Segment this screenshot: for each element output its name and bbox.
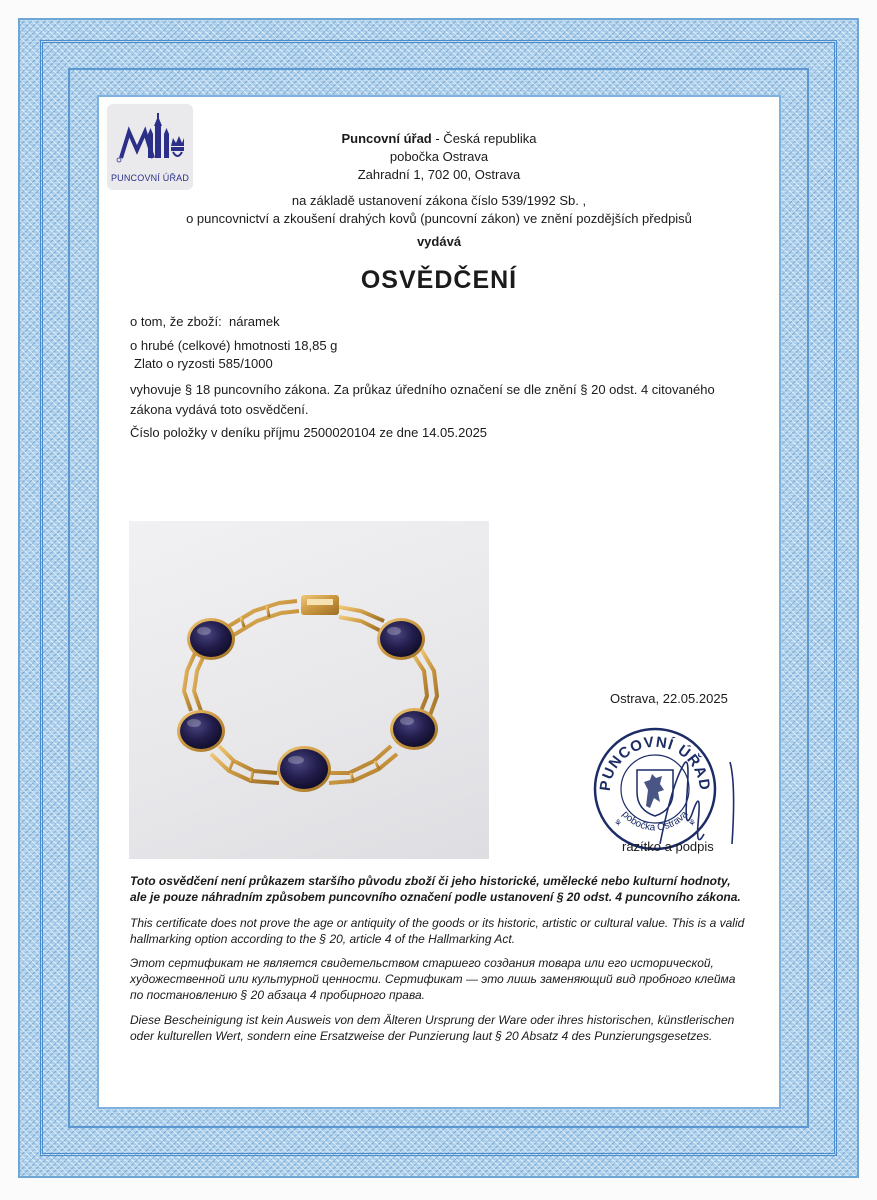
signature-label: razítko a podpis bbox=[622, 839, 714, 854]
org-country: - Česká republika bbox=[431, 131, 537, 146]
goods-value: náramek bbox=[229, 314, 280, 329]
bracelet-photo bbox=[129, 521, 489, 859]
metal-line: Zlato o ryzosti 585/1000 bbox=[134, 356, 273, 371]
note-de: Diese Bescheinigung ist kein Ausweis von dem Älteren Ursprung der Ware oder ihres historischen, künstlerischen oder kulturellen Wert, sondern eine Ersatzweise der Punzierung laut § 20 Absatz 4 des Punzierungsgesetzes. bbox=[130, 1013, 735, 1043]
stamp-top-text: PUNCOVNÍ ÚŘAD bbox=[596, 733, 714, 792]
branch-line: pobočka Ostrava bbox=[389, 149, 489, 164]
note-en: This certificate does not prove the age or antiquity of the goods or its historic, artistic or cultural value. This is a valid hallmarking option according to the § 20, article 4 of the Hallmarking Act. bbox=[130, 916, 745, 946]
goods-label: o tom, že zboží: bbox=[130, 314, 222, 329]
goods-line bbox=[130, 313, 280, 331]
note-cz-line-2: ale je pouze náhradním způsobem puncovního označení podle ustanovení § 20 odst. 4 puncovního zákona. bbox=[130, 890, 741, 904]
issues-line: vydává bbox=[416, 234, 462, 249]
svg-text:⚘: ⚘ bbox=[614, 818, 623, 828]
stamp-bottom-text: pobočka Ostrava bbox=[619, 809, 691, 834]
official-stamp bbox=[592, 726, 718, 852]
place-date: Ostrava, 22.05.2025 bbox=[610, 691, 728, 706]
note-ru: Этот сертификат не является свидетельством старшего создания товара или его исторической, художественной или культурной ценности. Сертификат — это лишь заменяющий вид пробного клейма по постановлению § 20 абзаца 4 пробирного права. bbox=[130, 956, 736, 1002]
address-line: Zahradní 1, 702 00, Ostrava bbox=[357, 167, 521, 182]
compliance-text: vyhovuje § 18 puncovního zákona. Za průkaz úředního označení se dle znění § 20 odst. 4 citovaného zákona vydává toto osvědčení. bbox=[130, 382, 715, 417]
logo-label: PUNCOVNÍ ÚŘAD bbox=[110, 173, 190, 183]
law-line-1: na základě ustanovení zákona číslo 539/1992 Sb. , bbox=[291, 193, 587, 208]
journal-line: Číslo položky v deníku příjmu 2500020104 ze dne 14.05.2025 bbox=[130, 425, 488, 440]
note-cz-line-1: Toto osvědčení není průkazem staršího původu zboží či jeho historické, umělecké nebo kulturní hodnoty, bbox=[130, 874, 731, 888]
weight-line: o hrubé (celkové) hmotnosti 18,85 g bbox=[130, 338, 338, 353]
org-line bbox=[99, 130, 779, 148]
law-line-2: o puncovnictví a zkoušení drahých kovů (puncovní zákon) ve znění pozdějších předpisů bbox=[186, 211, 692, 226]
certificate-title: OSVĚDČENÍ bbox=[360, 266, 518, 294]
org-name: Puncovní úřad bbox=[341, 131, 432, 146]
svg-text:⚘: ⚘ bbox=[688, 818, 697, 828]
gold-bracelet-photo-icon bbox=[129, 521, 489, 859]
